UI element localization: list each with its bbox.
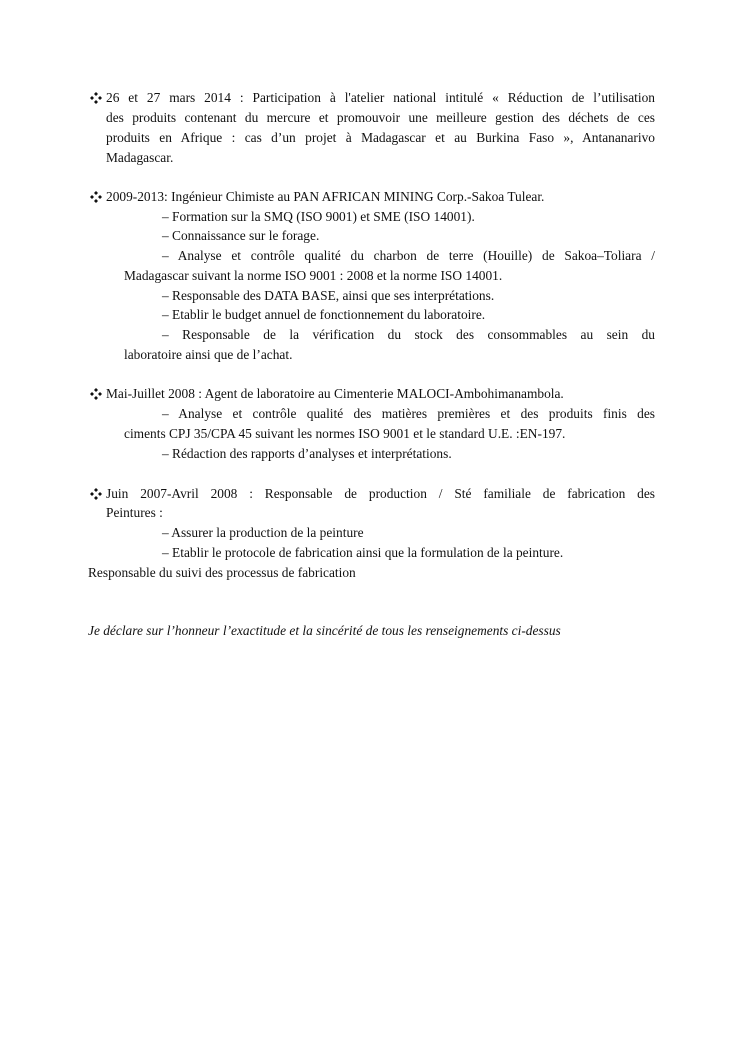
section-heading: Peintures : (106, 505, 163, 520)
section-heading: Juin 2007-Avril 2008 : Responsable de production / Sté familiale de fabrication des (106, 486, 655, 501)
list-item: – Analyse et contrôle qualité des matières premières et des produits finis des (162, 406, 655, 421)
list-item-continuation: ciments CPJ 35/CPA 45 suivant les normes ISO 9001 et le standard U.E. :EN-197. (124, 426, 566, 441)
diamond-bullet-icon (90, 388, 102, 400)
list-item: – Etablir le budget annuel de fonctionnement du laboratoire. (162, 307, 486, 322)
list-item-continuation: Madagascar suivant la norme ISO 9001 : 2008 et la norme ISO 14001. (124, 268, 503, 283)
list-item-continuation: laboratoire ainsi que de l’achat. (124, 347, 293, 362)
list-item: – Responsable de la vérification du stock des consommables au sein du (162, 327, 655, 342)
list-item: – Rédaction des rapports d’analyses et interprétations. (162, 446, 452, 461)
diamond-bullet-icon (90, 191, 102, 203)
diamond-bullet-icon (90, 92, 102, 104)
declaration: Je déclare sur l’honneur l’exactitude et la sincérité de tous les renseignements ci-dessus (88, 623, 561, 638)
diamond-bullet-icon (90, 488, 102, 500)
text-line: 26 et 27 mars 2014 : Participation à l'atelier national intitulé « Réduction de l’utilisation (106, 90, 655, 105)
list-item: – Assurer la production de la peinture (162, 525, 364, 540)
trailing-text: Responsable du suivi des processus de fabrication (88, 565, 356, 580)
text-line: Madagascar. (106, 150, 174, 165)
list-item: – Analyse et contrôle qualité du charbon de terre (Houille) de Sakoa–Toliara / (162, 248, 655, 263)
text-line: des produits contenant du mercure et promouvoir une meilleure gestion des déchets de ces (106, 110, 655, 125)
section-heading: Mai-Juillet 2008 : Agent de laboratoire au Cimenterie MALOCI-Ambohimanambola. (106, 386, 564, 401)
text-line: produits en Afrique : cas d’un projet à Madagascar et au Burkina Faso », Antananarivo (106, 130, 655, 145)
list-item: – Formation sur la SMQ (ISO 9001) et SME (ISO 14001). (162, 209, 475, 224)
section-heading: 2009-2013: Ingénieur Chimiste au PAN AFRICAN MINING Corp.-Sakoa Tulear. (106, 189, 545, 204)
list-item: – Responsable des DATA BASE, ainsi que ses interprétations. (162, 288, 495, 303)
list-item: – Etablir le protocole de fabrication ainsi que la formulation de la peinture. (162, 545, 564, 560)
list-item: – Connaissance sur le forage. (162, 228, 320, 243)
